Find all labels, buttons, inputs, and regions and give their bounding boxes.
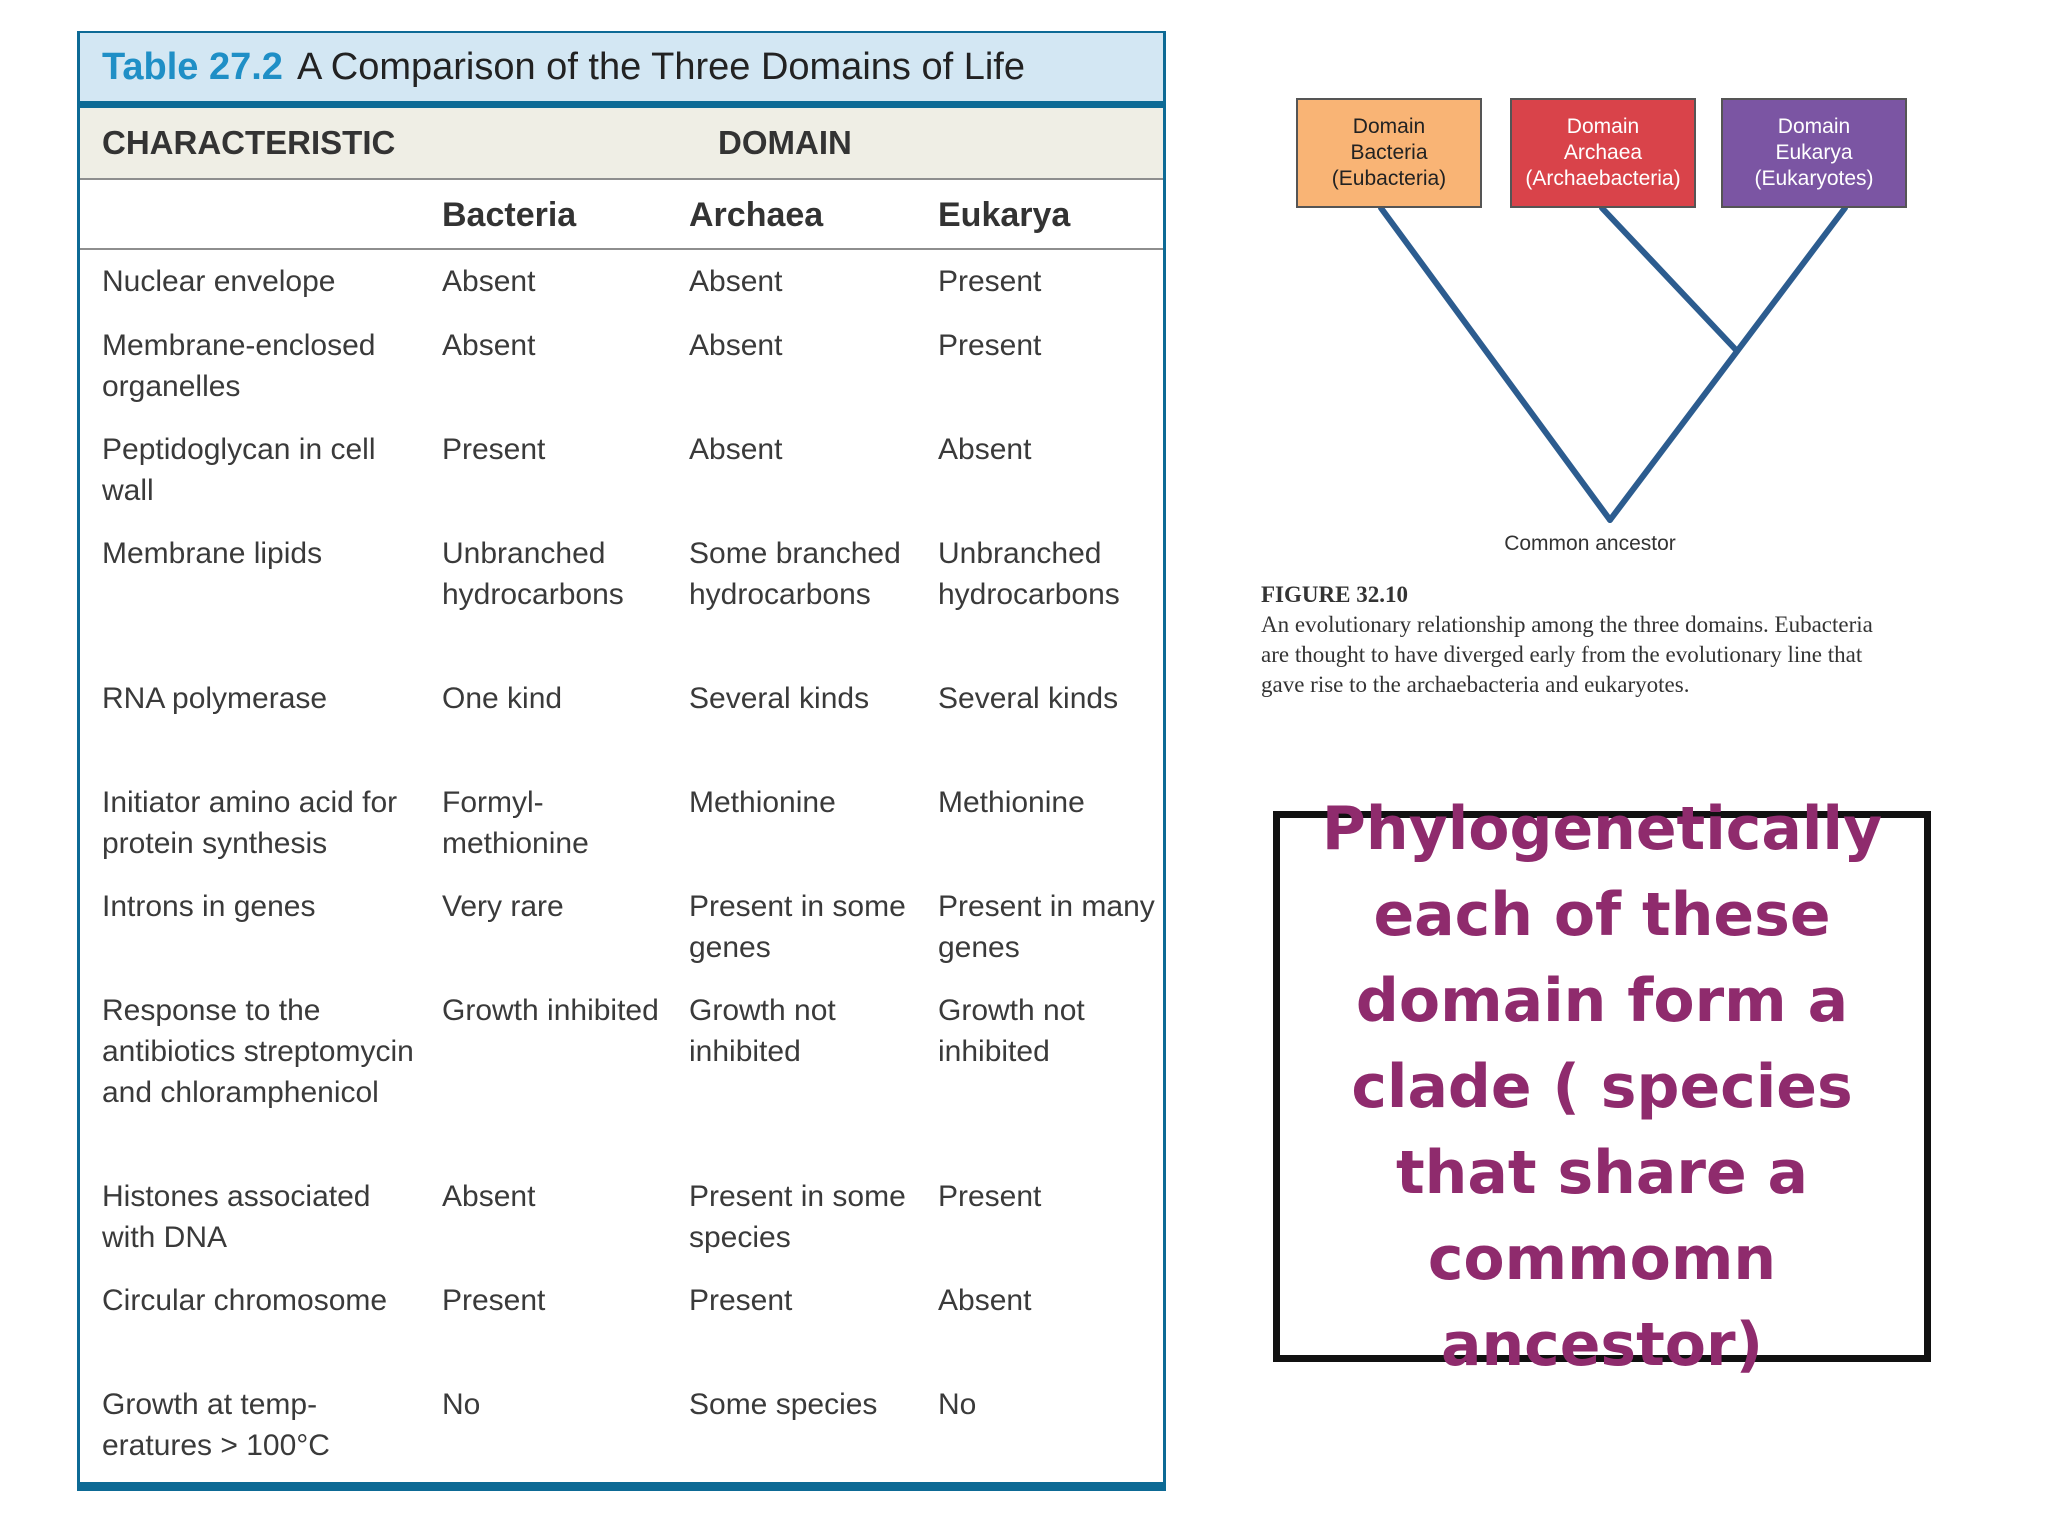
eukarya-cell: Methionine	[938, 786, 1085, 819]
characteristic-cell: Response to the antibiotics streptomycin and chloramphenicol	[102, 994, 414, 1109]
domain-header-row	[80, 180, 1163, 250]
branch-archaea	[1602, 208, 1737, 351]
box-label-line: Domain	[1352, 115, 1426, 138]
box-label-line: (Eubacteria)	[1331, 167, 1447, 190]
archaea-cell: Absent	[689, 265, 783, 298]
characteristic-cell: RNA polymerase	[102, 682, 328, 715]
bacteria-cell: Present	[442, 1284, 546, 1317]
bacteria-cell: Formyl-methionine	[442, 786, 589, 860]
archaea-cell: Present in some species	[689, 1180, 906, 1254]
archaea-cell: Absent	[689, 433, 783, 466]
characteristic-cell: Histones associated with DNA	[102, 1180, 371, 1254]
box-label-line: Eukarya	[1775, 141, 1853, 164]
box-label-line: Bacteria	[1350, 141, 1428, 164]
eukarya-cell: Growth not inhibited	[938, 994, 1085, 1068]
archaea-cell: Present in some genes	[689, 890, 906, 964]
figure-caption	[1261, 580, 1901, 700]
bacteria-cell: Unbranched hydrocarbons	[442, 537, 624, 611]
archaea-cell: Absent	[689, 329, 783, 362]
table-title: A Comparison of the Three Domains of Life	[296, 45, 1025, 88]
figure-caption-text: An evolutionary relationship among the three domains. Eubacteria are thought to have diverged early from the evolutionary line that gave rise to the archaebacteria and eukaryotes.	[1261, 612, 1873, 697]
archaea-cell: Several kinds	[689, 682, 870, 715]
characteristic-cell: Growth at temp-eratures > 100°C	[102, 1388, 330, 1462]
figure-label: FIGURE 32.10	[1261, 582, 1408, 607]
bacteria-cell: One kind	[442, 682, 563, 715]
characteristic-cell: Membrane lipids	[102, 537, 323, 570]
domain-header-eukarya: Eukarya	[938, 196, 1071, 234]
box-label-line: (Eukaryotes)	[1754, 167, 1874, 190]
archaea-cell: Growth not inhibited	[689, 994, 836, 1068]
characteristic-cell: Initiator amino acid for protein synthesis	[102, 786, 398, 860]
phylogenetic-tree	[1280, 90, 1920, 570]
characteristic-cell: Nuclear envelope	[102, 265, 336, 298]
table-title-bar	[80, 31, 1163, 108]
characteristic-cell: Introns in genes	[102, 890, 316, 923]
branch-bacteria	[1381, 208, 1610, 520]
callout-text: Phylogenetically each of these domain form a clade ( species that share a commomn ancestor)	[1321, 793, 1883, 1380]
domain-header-bacteria: Bacteria	[442, 196, 577, 234]
box-label-line: Domain	[1566, 115, 1640, 138]
domain-eukarya-box	[1721, 98, 1907, 208]
characteristic-cell: Circular chromosome	[102, 1284, 388, 1317]
domain-bacteria-box	[1296, 98, 1482, 208]
eukarya-cell: Unbranched hydrocarbons	[938, 537, 1120, 611]
archaea-cell: Some species	[689, 1388, 878, 1421]
eukarya-cell: Present	[938, 1180, 1042, 1213]
eukarya-cell: Absent	[938, 1284, 1032, 1317]
box-label-line: Domain	[1777, 115, 1851, 138]
archaea-cell: Present	[689, 1284, 793, 1317]
header-characteristic: CHARACTERISTIC	[102, 124, 396, 161]
box-label-line: (Archaebacteria)	[1525, 167, 1681, 190]
eukarya-cell: No	[938, 1388, 977, 1421]
eukarya-cell: Several kinds	[938, 682, 1119, 715]
box-label-line: Archaea	[1563, 141, 1643, 164]
common-ancestor-label: Common ancestor	[1504, 532, 1676, 555]
domain-archaea-box	[1510, 98, 1696, 208]
eukarya-cell: Present in many genes	[938, 890, 1155, 964]
table-header-row	[80, 108, 1163, 180]
domain-header-archaea: Archaea	[689, 196, 824, 234]
clade-callout-box	[1273, 793, 1931, 1380]
bacteria-cell: Very rare	[442, 890, 564, 923]
header-domain: DOMAIN	[718, 124, 852, 161]
archaea-cell: Methionine	[689, 786, 836, 819]
eukarya-cell: Present	[938, 329, 1042, 362]
characteristic-cell: Peptidoglycan in cell wall	[102, 433, 376, 507]
bacteria-cell: Absent	[442, 265, 536, 298]
bacteria-cell: Present	[442, 433, 546, 466]
eukarya-cell: Absent	[938, 433, 1032, 466]
bacteria-cell: Growth inhibited	[442, 994, 659, 1027]
characteristic-cell: Membrane-enclosed organelles	[102, 329, 376, 403]
bacteria-cell: Absent	[442, 329, 536, 362]
archaea-cell: Some branched hydrocarbons	[689, 537, 901, 611]
bacteria-cell: No	[442, 1388, 481, 1421]
eukarya-cell: Present	[938, 265, 1042, 298]
comparison-table	[77, 31, 1166, 1491]
bacteria-cell: Absent	[442, 1180, 536, 1213]
table-number: Table 27.2	[102, 45, 283, 88]
